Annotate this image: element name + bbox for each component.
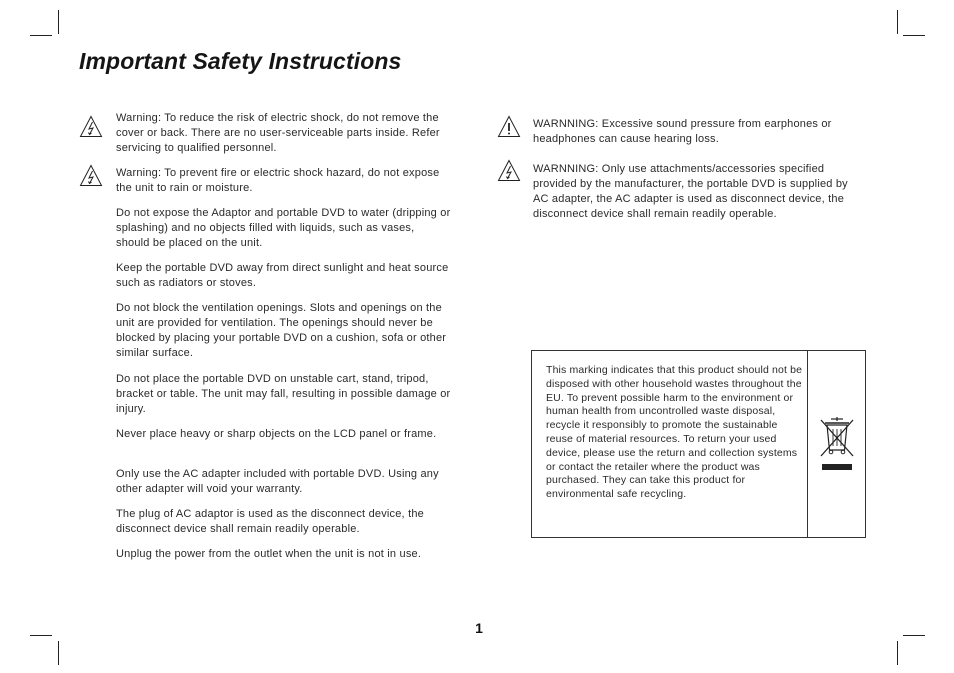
safety-paragraph: Keep the portable DVD away from direct sunlight and heat source such as radiators or stoves. [116,262,449,289]
crop-mark-bottom-right-vertical [897,641,898,665]
safety-paragraph: Never place heavy or sharp objects on the LCD panel or frame. [116,428,437,440]
hearing-warning-paragraph: WARNNING: Excessive sound pressure from earphones or headphones can cause hearing loss. [533,118,832,145]
electric-shock-warning-icon [79,164,103,187]
crop-mark-top-left-vertical [58,10,59,34]
electric-shock-warning-icon [79,115,103,138]
weee-notice-box [531,350,866,538]
crop-mark-bottom-left-vertical [58,641,59,665]
crossed-out-bin-icon [819,416,855,472]
safety-paragraph: Do not block the ventilation openings. Slots and openings on the unit are provided for ventilation. The openings should never be blocked by placing your portable DVD on a cushion, sofa or other similar surface. [116,302,447,359]
accessories-warning-paragraph: WARNNING: Only use attachments/accessories specified provided by the manufacturer, the portable DVD is supplied by AC adapter, the AC adapter is used as disconnect device, the disconnect device shall remain readily operable. [533,163,848,220]
weee-divider [807,351,808,537]
safety-paragraph: Warning: To prevent fire or electric shock hazard, do not expose the unit to rain or moisture. [116,167,440,194]
electric-shock-warning-icon [497,159,521,182]
crop-mark-top-left-horizontal [30,35,52,36]
safety-paragraph: Unplug the power from the outlet when the unit is not in use. [116,548,422,560]
safety-paragraph: Do not expose the Adaptor and portable DVD to water (dripping or splashing) and no objects filled with liquids, such as vases, should be placed on the unit. [116,207,451,249]
crop-mark-bottom-left-horizontal [30,635,52,636]
safety-paragraph: Warning: To reduce the risk of electric shock, do not remove the cover or back. There are no user-serviceable parts inside. Refer servicing to qualified personnel. [116,112,440,154]
page-title: Important Safety Instructions [79,48,402,74]
crop-mark-bottom-right-horizontal [903,635,925,636]
crop-mark-top-right-vertical [897,10,898,34]
safety-paragraph: Do not place the portable DVD on unstable cart, stand, tripod, bracket or table. The unit may fall, resulting in possible damage or injury. [116,373,451,415]
safety-paragraph: Only use the AC adapter included with portable DVD. Using any other adapter will void your warranty. [116,468,439,495]
weee-notice-text: This marking indicates that this product should not be disposed with other household wastes throughout the EU. To prevent possible harm to the environment or human health from uncontrolled waste disposal, recycle it responsibly to promote the sustainable reuse of material resources. To return your used device, please use the return and collection systems or contact the retailer where the product was purchased. They can take this product for environmental safe recycling. [546,364,803,501]
exclamation-warning-icon [497,115,521,138]
page-number: 1 [475,620,483,636]
safety-paragraph: The plug of AC adaptor is used as the disconnect device, the disconnect device shall remain readily operable. [116,508,424,535]
crop-mark-top-right-horizontal [903,35,925,36]
